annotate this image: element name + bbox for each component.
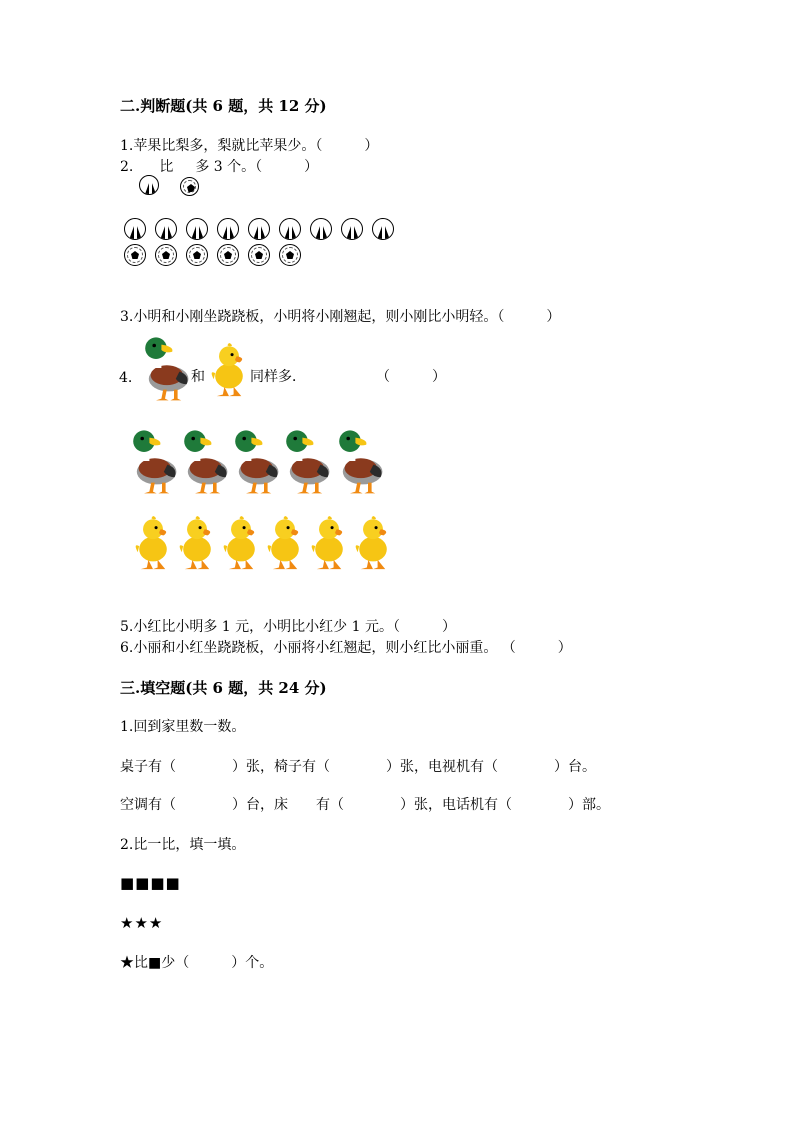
beach-ball-icon bbox=[248, 218, 270, 240]
beach-ball-icon bbox=[186, 218, 208, 240]
question-6: 6.小丽和小红坐跷跷板，小丽将小红翘起，则小红比小丽重。 （ ） bbox=[120, 640, 572, 656]
beach-ball-icon bbox=[155, 218, 177, 240]
duckling-icon bbox=[350, 510, 396, 576]
beach-ball-icon bbox=[310, 218, 332, 240]
beach-ball-icon bbox=[217, 218, 239, 240]
question-1: 1.苹果比梨多，梨就比苹果少。（ ） bbox=[120, 138, 379, 154]
soccer-ball-row bbox=[124, 244, 301, 266]
fill-question-2-prompt: ★比■少（ ）个。 bbox=[120, 955, 274, 971]
question-4-number: 4. bbox=[119, 370, 133, 386]
question-2-suffix: 多 3 个。（ ） bbox=[195, 159, 319, 175]
duckling-icon bbox=[174, 510, 220, 576]
beach-ball-row bbox=[124, 218, 394, 240]
question-2-bi: 比 bbox=[159, 159, 174, 175]
question-4-and: 和 bbox=[191, 369, 205, 385]
beach-ball-icon bbox=[372, 218, 394, 240]
beach-ball-icon bbox=[341, 218, 363, 240]
duck-icon bbox=[138, 332, 192, 404]
duck-icon bbox=[228, 424, 282, 498]
beach-ball-icon bbox=[124, 218, 146, 240]
question-5: 5.小红比小明多 1 元，小明比小红少 1 元。（ ） bbox=[120, 619, 456, 635]
question-3: 3.小明和小刚坐跷跷板，小明将小刚翘起，则小刚比小明轻。（ ） bbox=[120, 309, 561, 325]
duckling-icon bbox=[206, 336, 252, 404]
fill-question-2: 2.比一比，填一填。 bbox=[120, 837, 246, 853]
stars-row: ★★★ bbox=[120, 914, 164, 932]
duckling-icon bbox=[262, 510, 308, 576]
soccer-ball-icon bbox=[217, 244, 239, 266]
beach-ball-icon bbox=[279, 218, 301, 240]
soccer-ball-icon bbox=[186, 244, 208, 266]
fill-question-1: 1.回到家里数一数。 bbox=[120, 719, 246, 735]
duck-icon bbox=[177, 424, 231, 498]
squares-row: ■■■■ bbox=[120, 874, 181, 892]
duck-icon bbox=[279, 424, 333, 498]
soccer-ball-icon bbox=[124, 244, 146, 266]
beach-ball-icon bbox=[139, 175, 159, 195]
duck-icon bbox=[332, 424, 386, 498]
ducks-picture bbox=[120, 424, 398, 578]
soccer-ball-icon bbox=[248, 244, 270, 266]
section-title-judgement: 二.判断题(共 6 题，共 12 分) bbox=[120, 97, 327, 115]
section-title-fill-in: 三.填空题(共 6 题，共 24 分) bbox=[120, 679, 327, 697]
fill-question-1-line-1: 桌子有（ ）张，椅子有（ ）张，电视机有（ ）台。 bbox=[120, 759, 596, 775]
duck-icon bbox=[126, 424, 180, 498]
question-2 bbox=[120, 160, 318, 174]
duckling-icon bbox=[130, 510, 176, 576]
duckling-icon bbox=[218, 510, 264, 576]
soccer-ball-icon bbox=[279, 244, 301, 266]
question-4-text: 同样多． （ ） bbox=[250, 369, 446, 385]
fill-question-1-line-2: 空调有（ ）台，床 有（ ）张，电话机有（ ）部。 bbox=[120, 797, 610, 813]
soccer-ball-icon bbox=[155, 244, 177, 266]
soccer-ball-icon bbox=[180, 177, 199, 196]
duckling-icon bbox=[306, 510, 352, 576]
question-2-number: 2. bbox=[120, 159, 134, 175]
